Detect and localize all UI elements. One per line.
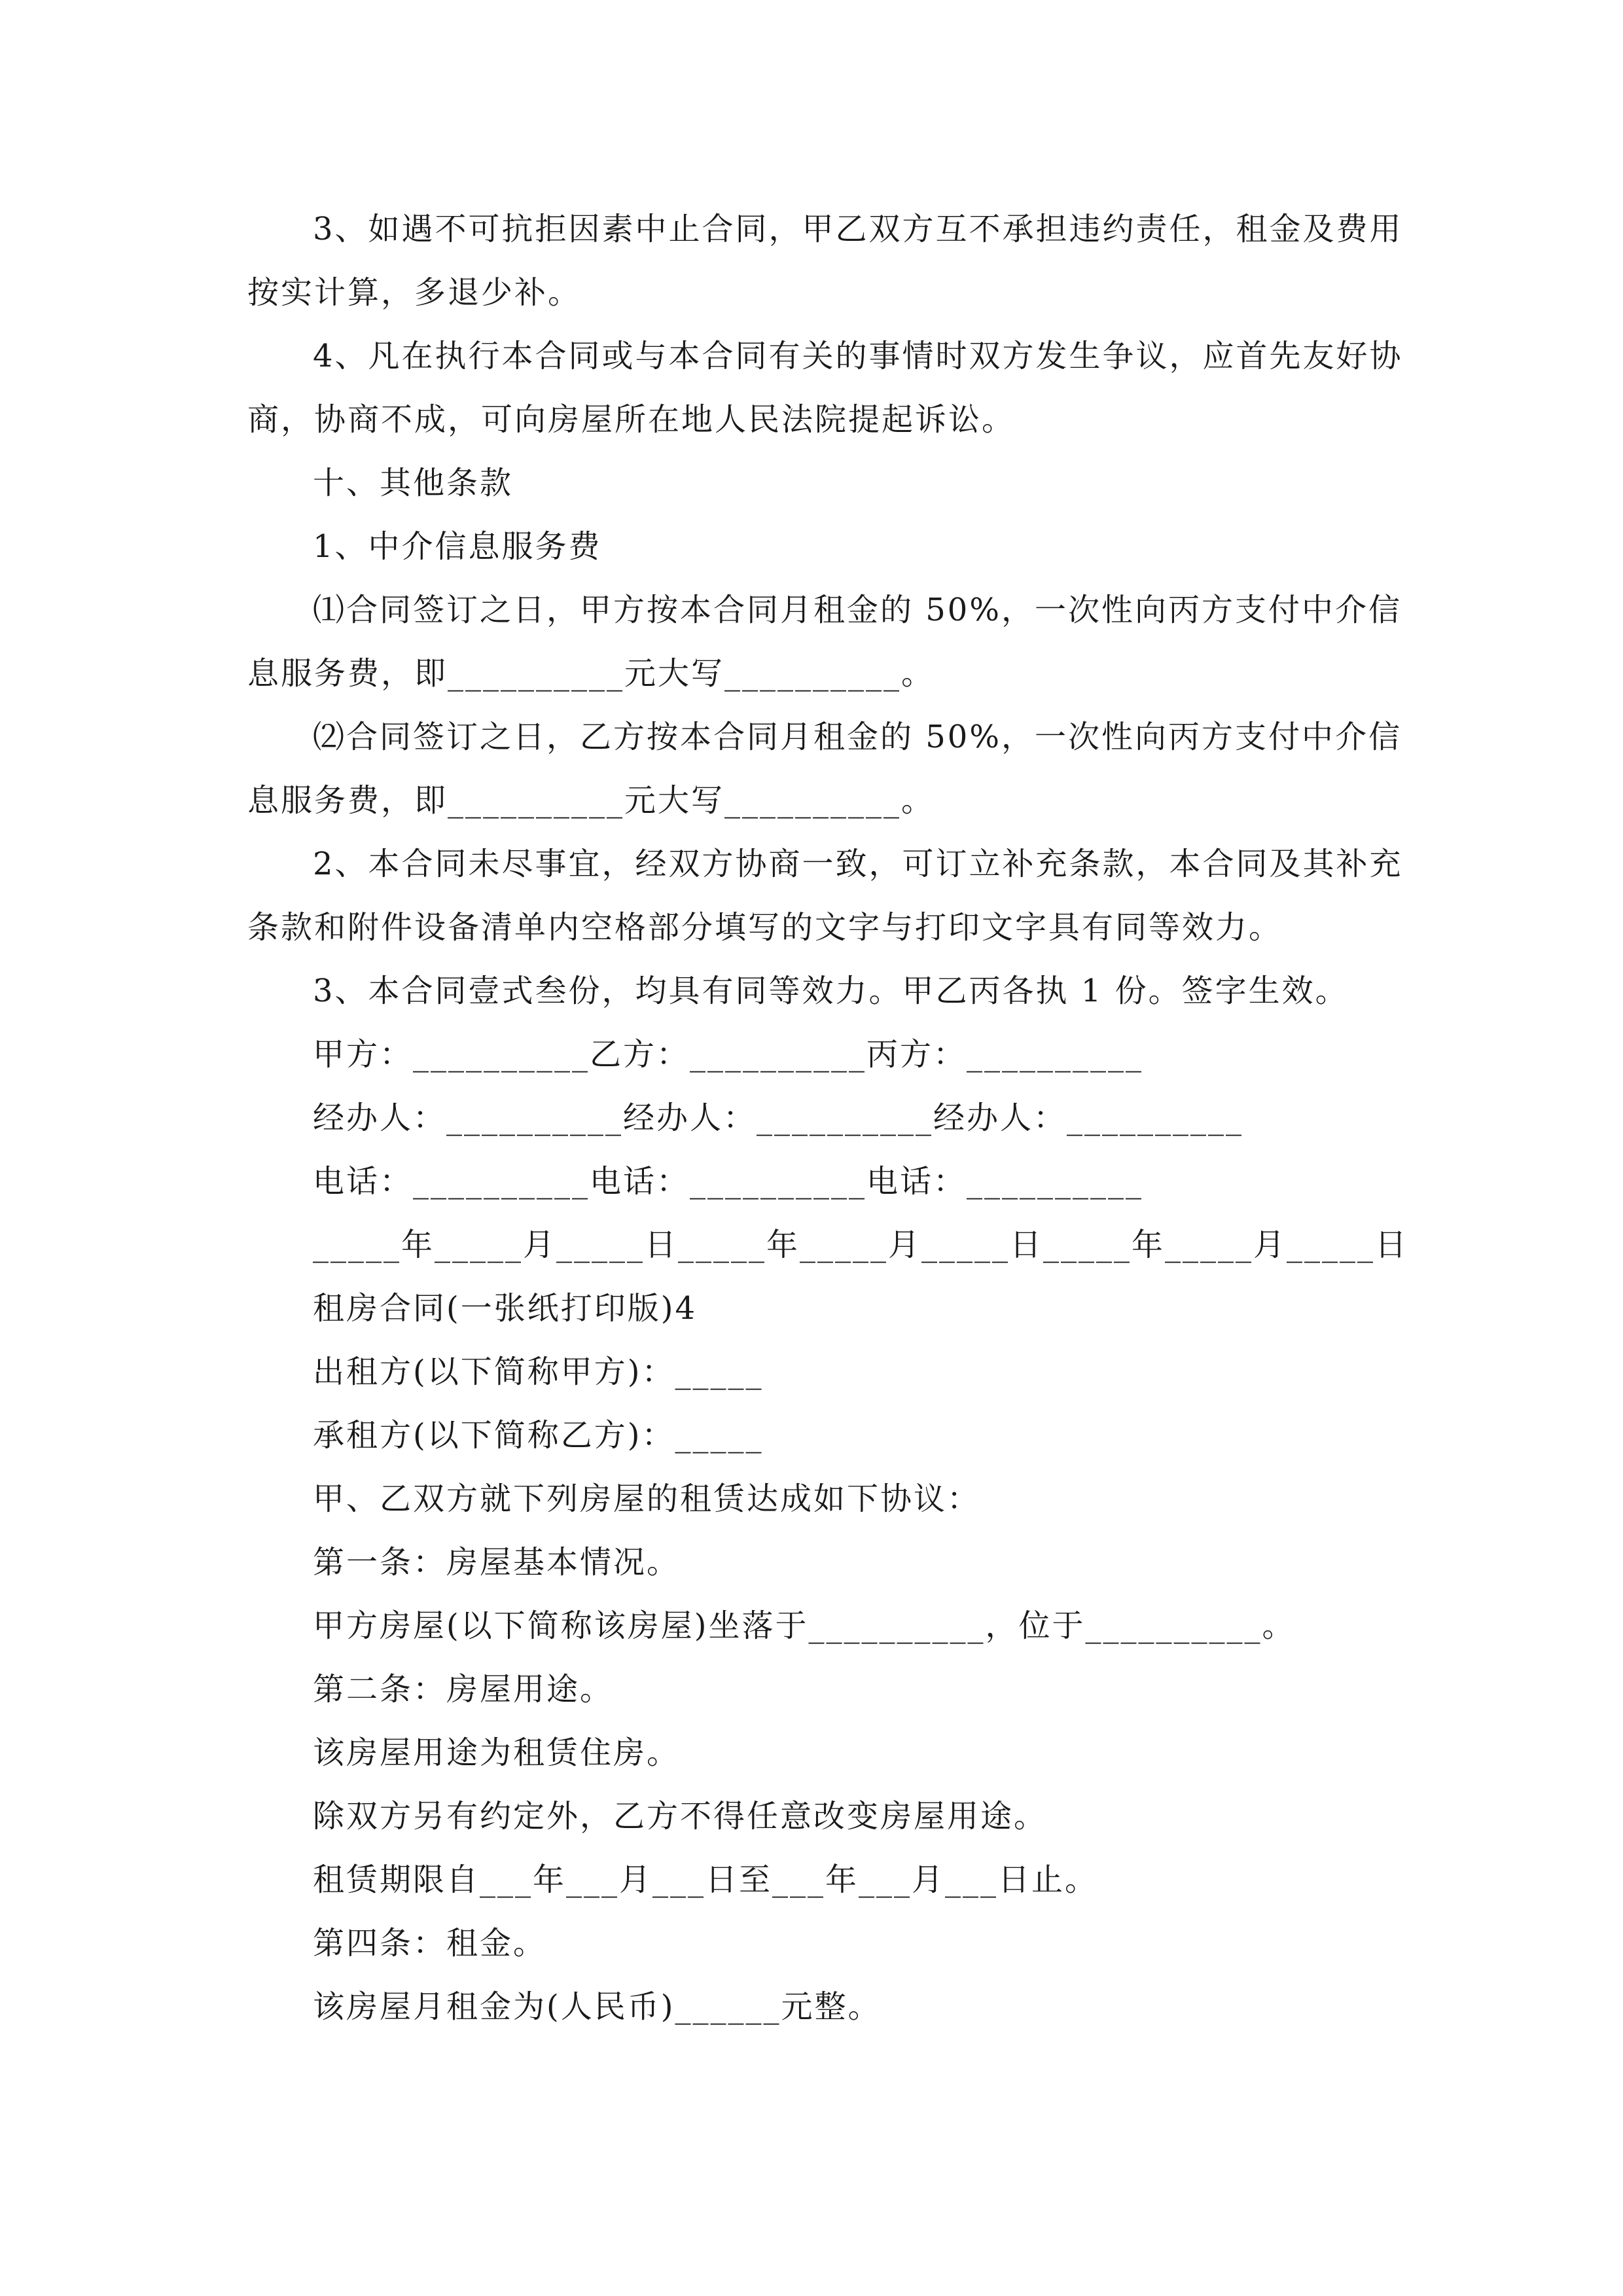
article-2-body-1: 该房屋用途为租赁住房。 bbox=[313, 1734, 681, 1771]
clause-3-line-2: 按实计算，多退少补。 bbox=[247, 274, 582, 311]
clause-4-line-2: 商，协商不成，可向房屋所在地人民法院提起诉讼。 bbox=[247, 401, 1016, 438]
article-1-body: 甲方房屋(以下简称该房屋)坐落于__________，位于__________。 bbox=[313, 1607, 1296, 1644]
article-4-body: 该房屋月租金为(人民币)______元整。 bbox=[313, 1988, 882, 2025]
signature-agents-line: 经办人：__________经办人：__________经办人：__________ bbox=[313, 1100, 1244, 1136]
item-2-line-2: 条款和附件设备清单内空格部分填写的文字与打印文字具有同等效力。 bbox=[247, 909, 1283, 946]
article-1-heading: 第一条：房屋基本情况。 bbox=[313, 1544, 681, 1581]
signature-dates-line: _____年_____月_____日_____年_____月_____日_____年_____月_____日 bbox=[313, 1227, 1409, 1263]
contract-title: 租房合同(一张纸打印版)4 bbox=[313, 1290, 697, 1327]
section-10-heading: 十、其他条款 bbox=[313, 465, 514, 501]
item-3-line: 3、本合同壹式叁份，均具有同等效力。甲乙丙各执 1 份。签字生效。 bbox=[313, 973, 1349, 1009]
agreement-intro: 甲、乙双方就下列房屋的租赁达成如下协议： bbox=[313, 1480, 981, 1517]
signature-parties-line: 甲方：__________乙方：__________丙方：__________ bbox=[313, 1036, 1144, 1073]
item-1-2-line-2: 息服务费，即__________元大写__________。 bbox=[247, 782, 935, 819]
lessee-line: 承租方(以下简称乙方)：_____ bbox=[313, 1417, 764, 1454]
item-1-1-line-2: 息服务费，即__________元大写__________。 bbox=[247, 655, 935, 692]
lessor-line: 出租方(以下简称甲方)：_____ bbox=[313, 1354, 764, 1390]
lease-term-line: 租赁期限自___年___月___日至___年___月___日止。 bbox=[313, 1861, 1099, 1898]
article-2-heading: 第二条：房屋用途。 bbox=[313, 1671, 614, 1708]
item-1-2-line-1: ⑵合同签订之日，乙方按本合同月租金的 50%，一次性向丙方支付中介信 bbox=[313, 719, 1402, 755]
article-4-heading: 第四条：租金。 bbox=[313, 1925, 547, 1962]
item-1-heading: 1、中介信息服务费 bbox=[313, 528, 602, 565]
signature-phones-line: 电话：__________电话：__________电话：__________ bbox=[313, 1163, 1144, 1200]
article-2-body-2: 除双方另有约定外，乙方不得任意改变房屋用途。 bbox=[313, 1798, 1048, 1835]
item-2-line-1: 2、本合同未尽事宜，经双方协商一致，可订立补充条款，本合同及其补充 bbox=[313, 846, 1403, 882]
clause-4-line-1: 4、凡在执行本合同或与本合同有关的事情时双方发生争议，应首先友好协 bbox=[313, 338, 1403, 374]
item-1-1-line-1: ⑴合同签订之日，甲方按本合同月租金的 50%，一次性向丙方支付中介信 bbox=[313, 592, 1402, 628]
clause-3-line-1: 3、如遇不可抗拒因素中止合同，甲乙双方互不承担违约责任，租金及费用 bbox=[313, 211, 1403, 247]
